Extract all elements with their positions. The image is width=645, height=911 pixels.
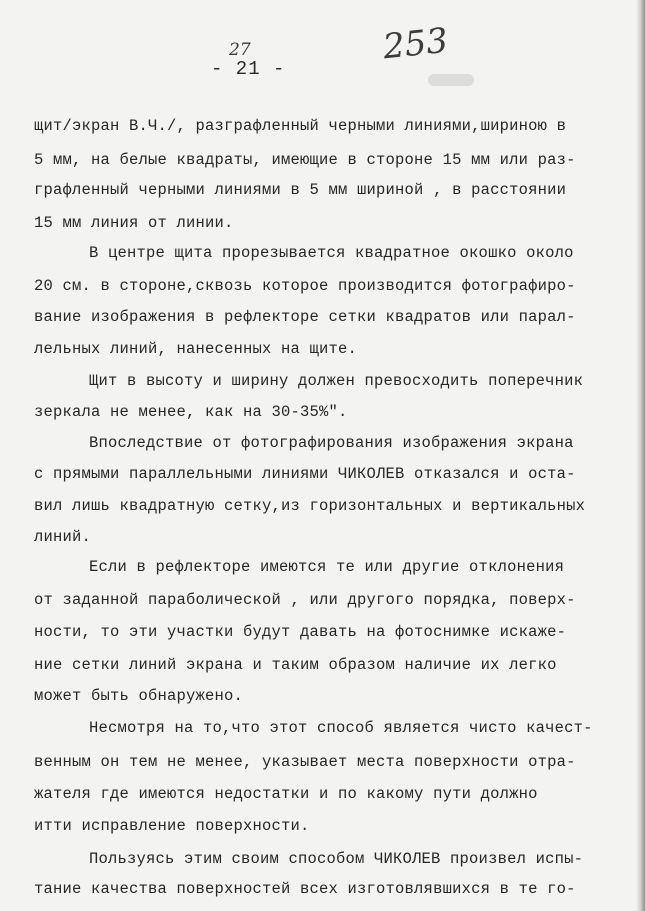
- text-line: итти исправление поверхности.: [34, 817, 310, 835]
- text-line: 5 мм, на белые квадраты, имеющие в стороне 15 мм или раз-: [34, 151, 576, 169]
- ink-smudge: [428, 74, 474, 86]
- text-line: Впоследствие от фотографирования изображения экрана: [89, 434, 574, 452]
- text-line: может быть обнаружено.: [34, 687, 244, 705]
- text-line: жателя где имеются недостатки и по какому пути должно: [34, 785, 538, 803]
- text-line: с прямыми параллельными линиями ЧИКОЛЕВ отказался и оста-: [34, 465, 576, 483]
- text-line: Пользуясь этим своим способом ЧИКОЛЕВ произвел испы-: [89, 850, 584, 868]
- text-line: венным он тем не менее, указывает места поверхности отра-: [34, 753, 576, 771]
- text-line: 15 мм линия от линии.: [34, 214, 234, 232]
- text-line: лельных линий, нанесенных на щите.: [34, 340, 358, 358]
- handwritten-old-page-number: 27: [229, 40, 251, 60]
- text-line: ние сетки линий экрана и таким образом наличие их легко: [34, 656, 557, 674]
- text-line: зеркала не менее, как на 30-35%".: [34, 403, 348, 421]
- text-line: тание качества поверхностей всех изготовлявшихся в те го-: [34, 880, 576, 898]
- typed-page-number: - 21 -: [211, 58, 286, 80]
- text-line: щит/экран В.Ч./, разграфленный черными линиями,шириною в: [34, 117, 567, 135]
- text-line: Если в рефлекторе имеются те или другие отклонения: [89, 558, 565, 576]
- handwritten-archive-folio: 253: [381, 20, 450, 68]
- page-edge-shadow: [636, 0, 645, 911]
- text-line: от заданной параболической , или другого порядка, поверх-: [34, 591, 576, 609]
- text-line: вание изображения в рефлекторе сетки квадратов или парал-: [34, 308, 576, 326]
- text-line: ности, то эти участки будут давать на фотоснимке искаже-: [34, 623, 567, 641]
- text-line: 20 см. в стороне,сквозь которое производится фотографиро-: [34, 277, 576, 295]
- text-line: Щит в высоту и ширину должен превосходить поперечник: [89, 372, 584, 390]
- text-line: Несмотря на то,что этот способ является чисто качест-: [89, 719, 593, 737]
- text-line: вил лишь квадратную сетку,из горизонтальных и вертикальных: [34, 497, 586, 515]
- text-line: линий.: [34, 528, 92, 546]
- text-line: графленный черными линиями в 5 мм шириной , в расстоянии: [34, 181, 567, 199]
- text-line: В центре щита прорезывается квадратное окошко около: [89, 244, 574, 262]
